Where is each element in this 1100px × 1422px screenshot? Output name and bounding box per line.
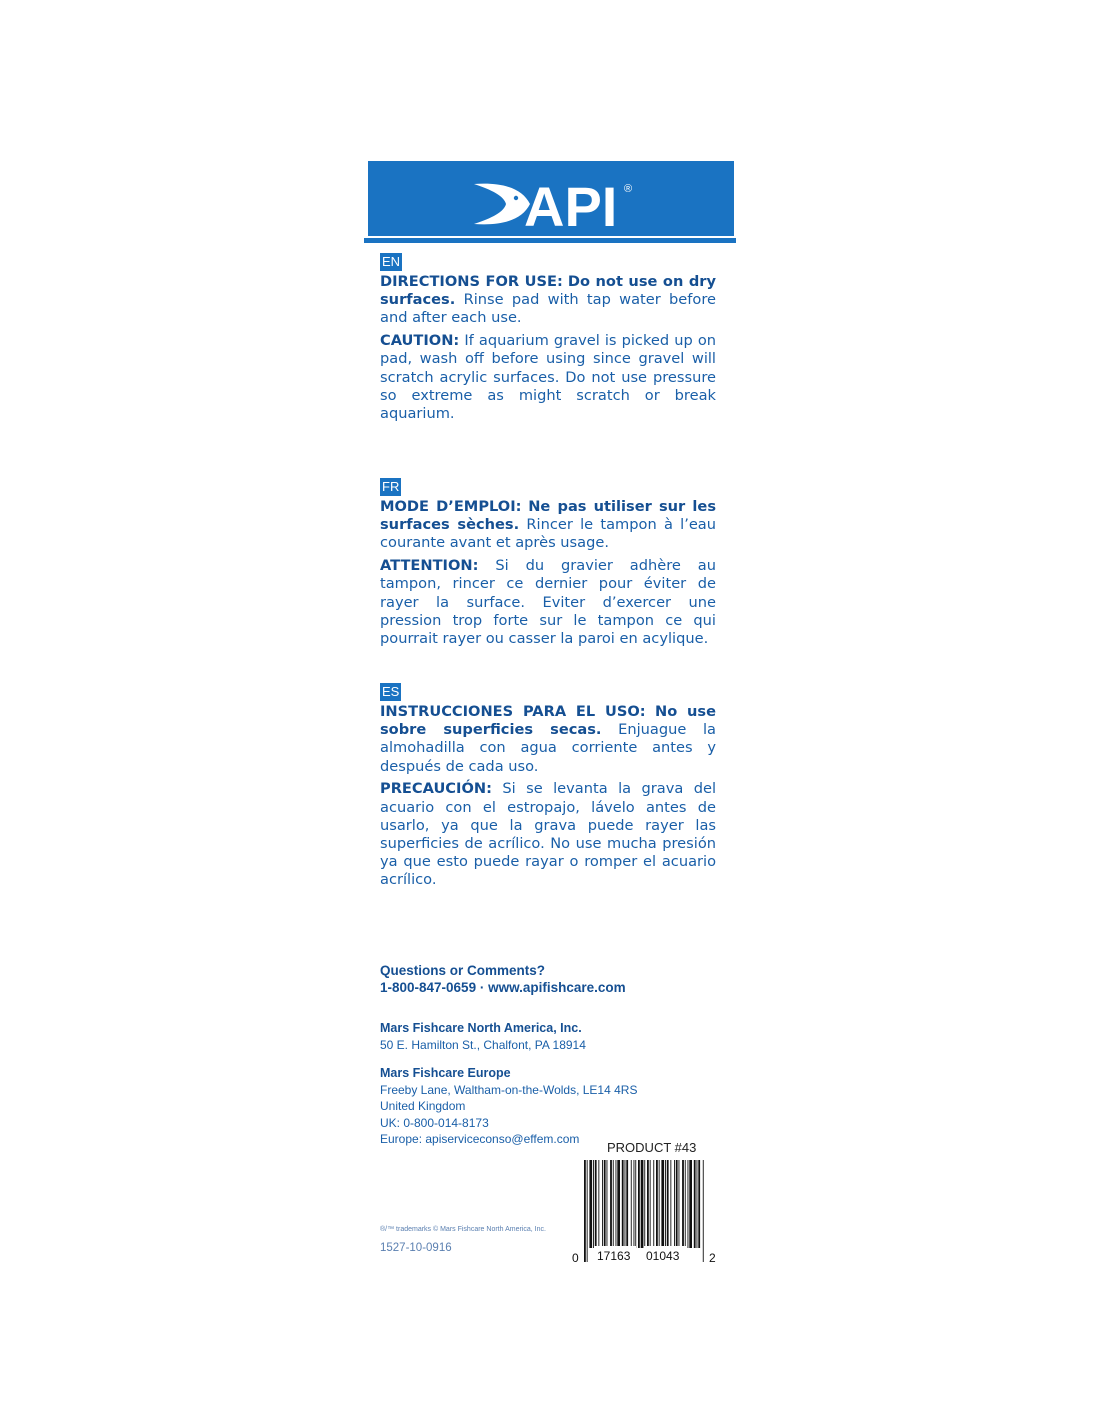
directions-text: Rinse pad with tap water before and after each use. <box>380 291 716 327</box>
caution-text: If aquarium gravel is picked up on pad, wash off before using since gravel will scratch acrylic surfaces. Do not use pressure so extreme as might scratch or break aquarium. <box>380 332 716 422</box>
caution-label: CAUTION: <box>380 332 460 350</box>
company-address: 50 E. Hamilton St., Chalfont, PA 18914 <box>380 1037 586 1052</box>
barcode-left-digit: 0 <box>572 1251 579 1265</box>
directions-bold: No use sobre superficies secas. <box>380 703 717 739</box>
caution-text: Si du gravier adhère au tampon, rincer ce dernier pour éviter de rayer la surface. Eviter d’exercer une pression trop forte sur le tampon ce qui pourrait rayer ou casser la paroi en acylique. <box>380 557 716 647</box>
directions-text: Enjuague la almohadilla con agua corriente antes y después de cada uso. <box>380 721 716 775</box>
company-country: United Kingdom <box>380 1099 466 1113</box>
caution-fr <box>380 557 716 648</box>
section-en <box>380 253 716 428</box>
directions-bold: Do not use on dry surfaces. <box>380 273 717 309</box>
directions-text: Rincer le tampon à l’eau courante avant et après usage. <box>380 516 716 552</box>
caution-en <box>380 332 716 423</box>
trademark-notice: ®/™ trademarks © Mars Fishcare North America, Inc. <box>380 1226 546 1233</box>
barcode-group1: 17163 <box>597 1249 631 1263</box>
company-email[interactable]: Europe: apiserviceconso@effem.com <box>380 1132 580 1146</box>
directions-label: MODE D’EMPLOI: <box>380 498 522 515</box>
directions-en <box>380 273 716 328</box>
logo-text: API <box>524 175 618 234</box>
fish-icon <box>474 184 530 225</box>
contact-phone-web[interactable]: 1-800-847-0659 · www.apifishcare.com <box>380 980 626 995</box>
lang-badge-es: ES <box>382 684 400 699</box>
banner-underline <box>364 238 736 243</box>
barcode <box>570 1160 720 1266</box>
directions-es <box>380 703 716 776</box>
company-europe <box>380 1065 637 1148</box>
product-number: PRODUCT #43 <box>607 1140 697 1155</box>
caution-label: ATTENTION: <box>380 557 479 575</box>
registered-mark: ® <box>624 183 633 195</box>
print-code: 1527-10-0916 <box>380 1242 452 1254</box>
section-es <box>380 683 716 894</box>
api-logo <box>472 174 642 234</box>
barcode-right-digit: 2 <box>709 1251 716 1265</box>
lang-badge-fr: FR <box>382 479 400 494</box>
contact-question: Questions or Comments? <box>380 963 546 978</box>
directions-fr <box>380 498 716 553</box>
company-name: Mars Fishcare North America, Inc. <box>380 1021 582 1035</box>
company-name: Mars Fishcare Europe <box>380 1066 511 1080</box>
directions-label: INSTRUCCIONES PARA EL USO: <box>380 703 646 720</box>
caution-label: PRECAUCIÓN: <box>380 780 492 798</box>
company-north-america <box>380 1020 586 1053</box>
directions-label: DIRECTIONS FOR USE: <box>380 273 563 290</box>
caution-es <box>380 780 716 889</box>
section-fr <box>380 478 716 653</box>
lang-badge-en: EN <box>382 254 401 269</box>
barcode-group2: 01043 <box>646 1249 680 1263</box>
company-phone: UK: 0-800-014-8173 <box>380 1115 489 1130</box>
directions-bold: Ne pas utiliser sur les surfaces sèches. <box>380 498 717 534</box>
company-address-line: Freeby Lane, Waltham-on-the-Wolds, LE14 4RS <box>380 1082 638 1097</box>
caution-text: Si se levanta la grava del acuario con el estropajo, lávelo antes de usarlo, ya que la grava puede rayer las superficies de acrílico. No use mucha presión ya que esto puede rayar o romper el acuario acrílico. <box>380 780 717 889</box>
contact-block <box>380 962 626 996</box>
